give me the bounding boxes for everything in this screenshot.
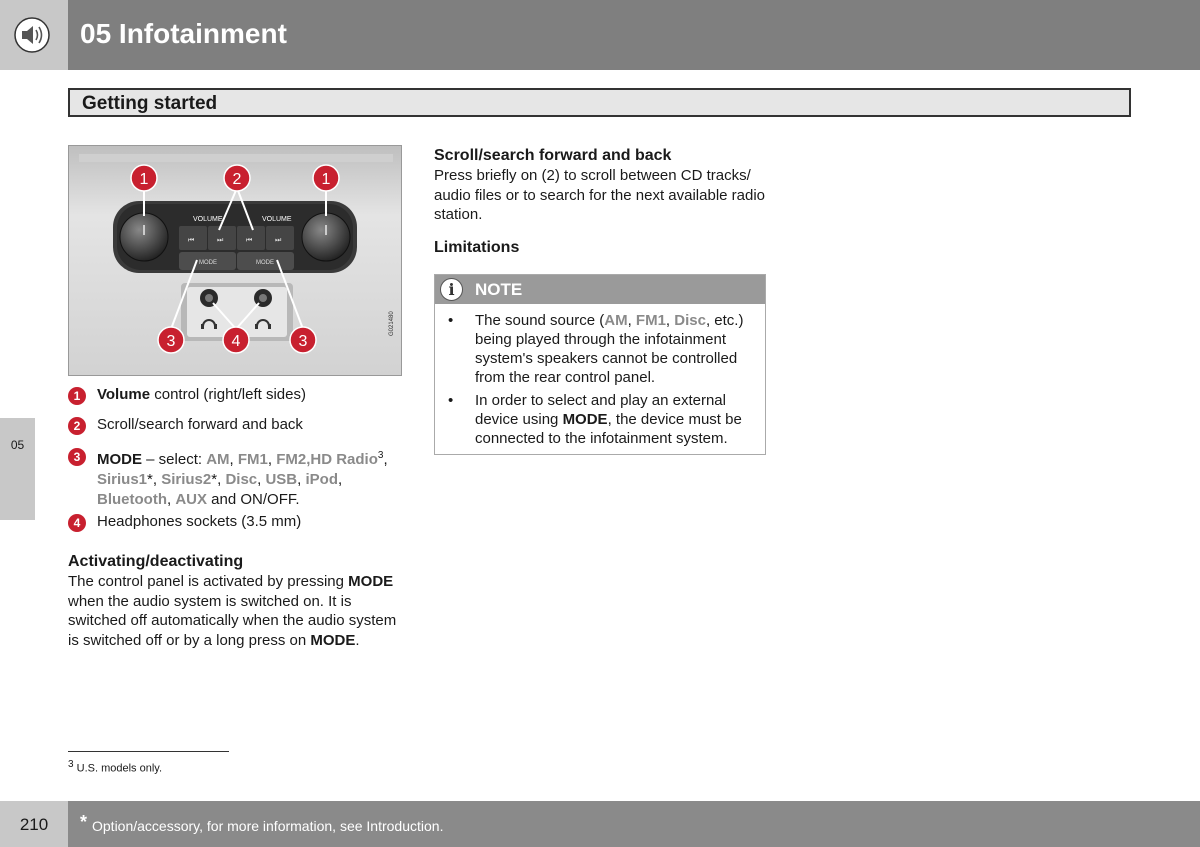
- mode-label-right: MODE: [256, 260, 274, 266]
- scroll-heading: Scroll/search forward and back: [434, 147, 672, 164]
- legend-number: 1: [68, 387, 86, 405]
- svg-text:⏮: ⏮: [188, 236, 195, 244]
- footer-note: Option/accessory, for more information, see Introduction.: [92, 818, 444, 834]
- note-title: NOTE: [475, 280, 523, 299]
- callout-2: [224, 165, 250, 191]
- right-volume-knob: [302, 213, 350, 261]
- footnote-rule: [68, 751, 229, 752]
- side-tab-label: 05: [10, 438, 25, 452]
- volume-label-left: VOLUME: [193, 216, 223, 223]
- svg-text:3: 3: [298, 333, 308, 350]
- chapter-header: [68, 0, 1200, 70]
- svg-text:2: 2: [232, 171, 242, 188]
- svg-text:1: 1: [139, 171, 149, 188]
- chapter-title: 05 Infotainment: [80, 18, 287, 49]
- svg-text:⏭: ⏭: [275, 236, 282, 244]
- bullet: •: [448, 312, 454, 329]
- limitations-section: [434, 238, 770, 258]
- legend-number: 2: [68, 417, 86, 435]
- svg-text:⏭: ⏭: [217, 236, 224, 244]
- note-bullet-2: In order to select and play an external device using MODE, the device must be connected to the infotainment system.: [475, 392, 742, 447]
- activating-section: [68, 552, 404, 650]
- legend-number: 3: [68, 448, 86, 466]
- rear-control-panel-figure: [68, 145, 402, 376]
- page-number: 210: [19, 815, 49, 834]
- scroll-text: Press briefly on (2) to scroll between CD tracks/ audio files or to search for the next available radio station.: [434, 167, 766, 223]
- callout-3-left: [158, 327, 184, 353]
- scroll-section: [434, 146, 770, 225]
- svg-text:4: 4: [231, 333, 241, 350]
- note-bullet-1: The sound source (AM, FM1, Disc, etc.) being played through the infotainment system's speakers cannot be controlled from the rear control panel.: [475, 312, 744, 386]
- limitations-heading: Limitations: [434, 239, 520, 256]
- legend-number: 4: [68, 514, 86, 532]
- footnote: $^3$ U.S. models only.: [68, 759, 163, 775]
- svg-text:⏮: ⏮: [246, 236, 253, 244]
- footer-page-area: [0, 801, 68, 847]
- callout-4: [223, 327, 249, 353]
- figure-code: G021480: [389, 311, 395, 336]
- chapter-side-tab: [0, 418, 35, 520]
- left-volume-knob: [120, 213, 168, 261]
- volume-label-right: VOLUME: [262, 216, 292, 223]
- info-icon: i: [440, 278, 463, 301]
- note-box: [434, 274, 766, 455]
- svg-text:3: 3: [166, 333, 176, 350]
- callout-1-right: [313, 165, 339, 191]
- control-panel-illustration: [69, 146, 402, 376]
- note-header: [435, 275, 765, 304]
- mode-label-left: MODE: [199, 260, 217, 266]
- speaker-icon: [14, 17, 50, 53]
- svg-text:1: 1: [321, 171, 331, 188]
- callout-3-right: [290, 327, 316, 353]
- footer-bar: [68, 801, 1200, 847]
- section-title: Getting started: [82, 93, 218, 114]
- header-icon-area: [0, 0, 68, 70]
- callout-1-left: [131, 165, 157, 191]
- section-bar: [68, 88, 1131, 117]
- asterisk: *: [80, 812, 88, 832]
- activating-heading: Activating/deactivating: [68, 553, 244, 570]
- activating-text: The control panel is activated by pressing MODE when the audio system is switched on. It is switched off automatically when the audio system is switched off or by a long press on MODE.: [68, 573, 397, 649]
- bullet: •: [448, 392, 454, 409]
